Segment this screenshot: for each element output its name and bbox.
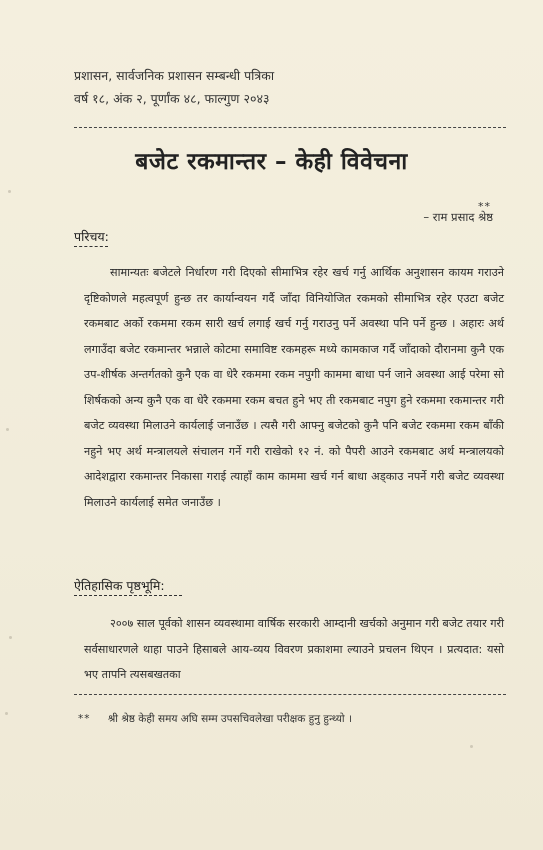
section-heading-text: ऐतिहासिक पृष्ठभूमि: xyxy=(74,578,165,593)
journal-name: प्रशासन, सार्वजनिक प्रशासन सम्बन्धी पत्रिका xyxy=(74,68,275,83)
section-heading-introduction xyxy=(74,228,109,247)
paper-speck xyxy=(8,190,11,193)
author-name: – राम प्रसाद श्रेष्ठ xyxy=(423,210,493,224)
header-divider xyxy=(74,127,506,128)
author-byline xyxy=(423,200,493,225)
section-paragraph-introduction: सामान्यतः बजेटले निर्धारण गरी दिएको सीमाभित्र रहेर खर्च गर्नु आर्थिक अनुशासन कायम गराउने दृष्टिकोणले महत्वपूर्ण हुन्छ तर कार्यान्वयन गर्दै जाँदा विनियोजित रकमको सीमाभित्र रहेर एउटा बजेट रकमबाट अर्को रकममा रकम सारी खर्च लगाई खर्च गर्नु गराउनु पर्ने अवस्था पनि पर्ने हुन्छ । अहारः अर्थ लगाउँदा बजेट रकमान्तर भन्नाले कोटमा समाविष्ट रकमहरू मध्ये कामकाज गर्दै जाँदाको दौरानमा कुनै एक उप-शीर्षक अन्तर्गतको कुनै एक वा धेरै रकममा रकम नपुगी काममा बाधा पर्न जाने अवस्था आई परेमा सो शिर्षकको अन्य कुनै एक वा धेरै रकममा रकम बचत हुने भए ती रकमबाट नपुग हुने रकममा रकमान्तर गरी बजेट व्यवस्था मिलाउने कार्यलाई जनाउँछ । त्यसै गरी आफ्नु बजेटको कुनै पनि बजेट रकममा रकम बाँकी नहुने भए अर्थ मन्त्रालयले संचालन गर्ने गरी राखेको १२ नं. को पैपरी आउने रकमबाट अर्थ मन्त्रालयको आदेशद्वारा रकमान्तर निकासा गराई त्याहाँ काम काममा खर्च गर्न बाधा अड्काउ नपर्ने गरी बजेट व्यवस्था मिलाउने कार्यलाई समेत जनाउँछ । xyxy=(84,266,504,509)
section-heading-history xyxy=(74,577,182,596)
paper-speck xyxy=(6,428,9,431)
footnote-text: श्री श्रेष्ठ केही समय अघि सम्म उपसचिवलेखा परीक्षक हुनु हुन्थ्यो । xyxy=(107,713,352,725)
paper-speck xyxy=(9,636,12,639)
paper-speck xyxy=(5,712,8,715)
section-paragraph-history: २००७ साल पूर्वको शासन व्यवस्थामा वार्षिक सरकारी आम्दानी खर्चको अनुमान गरी बजेट तयार गरी सर्वसाधारणले थाहा पाउने हिसाबले आय-व्यय विवरण प्रकाशमा ल्याउने प्रचलन थिएन । प्रत्यदात: यसो भए तापनि त्यसबखतका xyxy=(84,617,504,681)
section-heading-text: परिचय: xyxy=(74,229,109,244)
heading-underline xyxy=(74,246,108,247)
footnote-mark: ** xyxy=(78,713,91,725)
footnote xyxy=(78,712,352,726)
journal-header xyxy=(74,64,274,110)
author-footnote-mark: ** xyxy=(478,200,491,213)
journal-issue: वर्ष १८, अंक २, पूर्णांक ४८, फाल्गुण २०४३ xyxy=(74,91,270,106)
heading-underline xyxy=(74,595,182,596)
footnote-divider xyxy=(74,694,506,695)
article-title: बजेट रकमान्तर – केही विवेचना xyxy=(135,149,408,175)
paper-speck xyxy=(470,745,473,748)
